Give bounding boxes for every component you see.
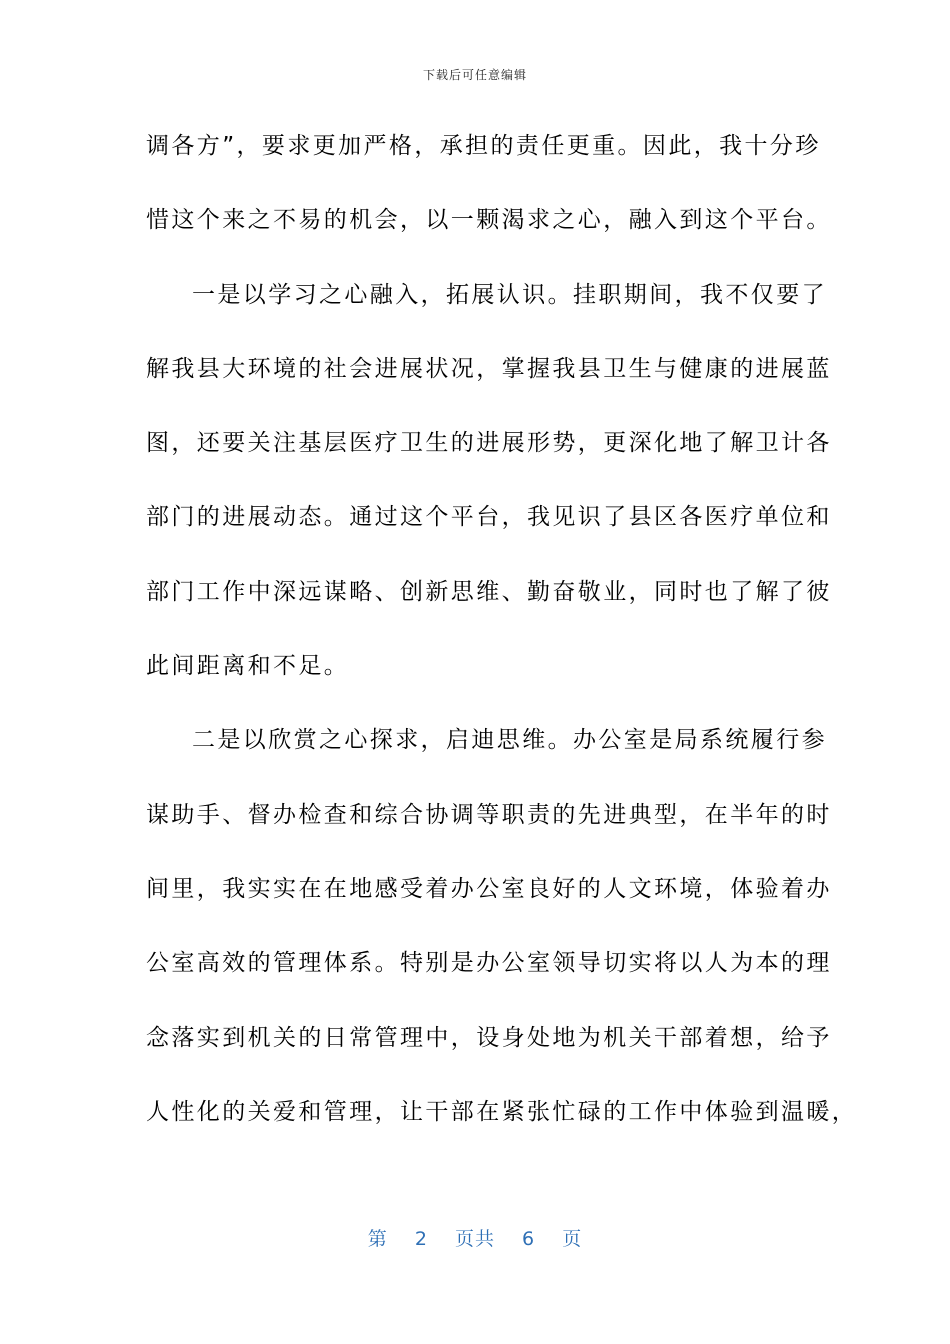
footer-suffix: 页 — [562, 1228, 583, 1250]
text-line: 谋助手、督办检查和综合协调等职责的先进典型，在半年的时 — [146, 801, 832, 828]
text-line: 公室高效的管理体系。特别是办公室领导切实将以人为本的理 — [146, 950, 832, 977]
text-line: 调各方”，要求更加严格，承担的责任更重。因此，我十分珍 — [146, 133, 821, 159]
paragraph-first-line: 二是以欣赏之心探求，启迪思维。办公室是局系统履行参 — [192, 727, 827, 754]
text-line: 图，还要关注基层医疗卫生的进展形势，更深化地了解卫计各 — [146, 430, 832, 457]
page-footer — [0, 1224, 950, 1251]
paragraph-first-line: 一是以学习之心融入，拓展认识。挂职期间，我不仅要了 — [192, 281, 827, 308]
footer-middle: 页共 — [454, 1228, 495, 1250]
text-line: 念落实到机关的日常管理中，设身处地为机关干部着想，给予 — [146, 1024, 832, 1051]
text-line: 解我县大环境的社会进展状况，掌握我县卫生与健康的进展蓝 — [146, 355, 832, 382]
text-line: 人性化的关爱和管理，让干部在紧张忙碌的工作中体验到温暖， — [146, 1098, 858, 1125]
text-line: 惜这个来之不易的机会，以一颗渴求之心，融入到这个平台。 — [146, 207, 832, 234]
current-page-number: 2 — [414, 1228, 428, 1250]
total-page-count: 6 — [522, 1228, 536, 1250]
text-line: 此间距离和不足。 — [146, 653, 350, 680]
text-line: 部门的进展动态。通过这个平台，我见识了县区各医疗单位和 — [146, 504, 832, 531]
footer-prefix: 第 — [367, 1228, 388, 1250]
header-note: 下载后可任意编辑 — [422, 68, 527, 82]
document-body — [146, 120, 858, 1160]
text-line: 部门工作中深远谋略、创新思维、勤奋敬业，同时也了解了彼 — [146, 578, 832, 605]
text-line: 间里，我实实在在地感受着办公室良好的人文环境，体验着办 — [146, 875, 832, 902]
